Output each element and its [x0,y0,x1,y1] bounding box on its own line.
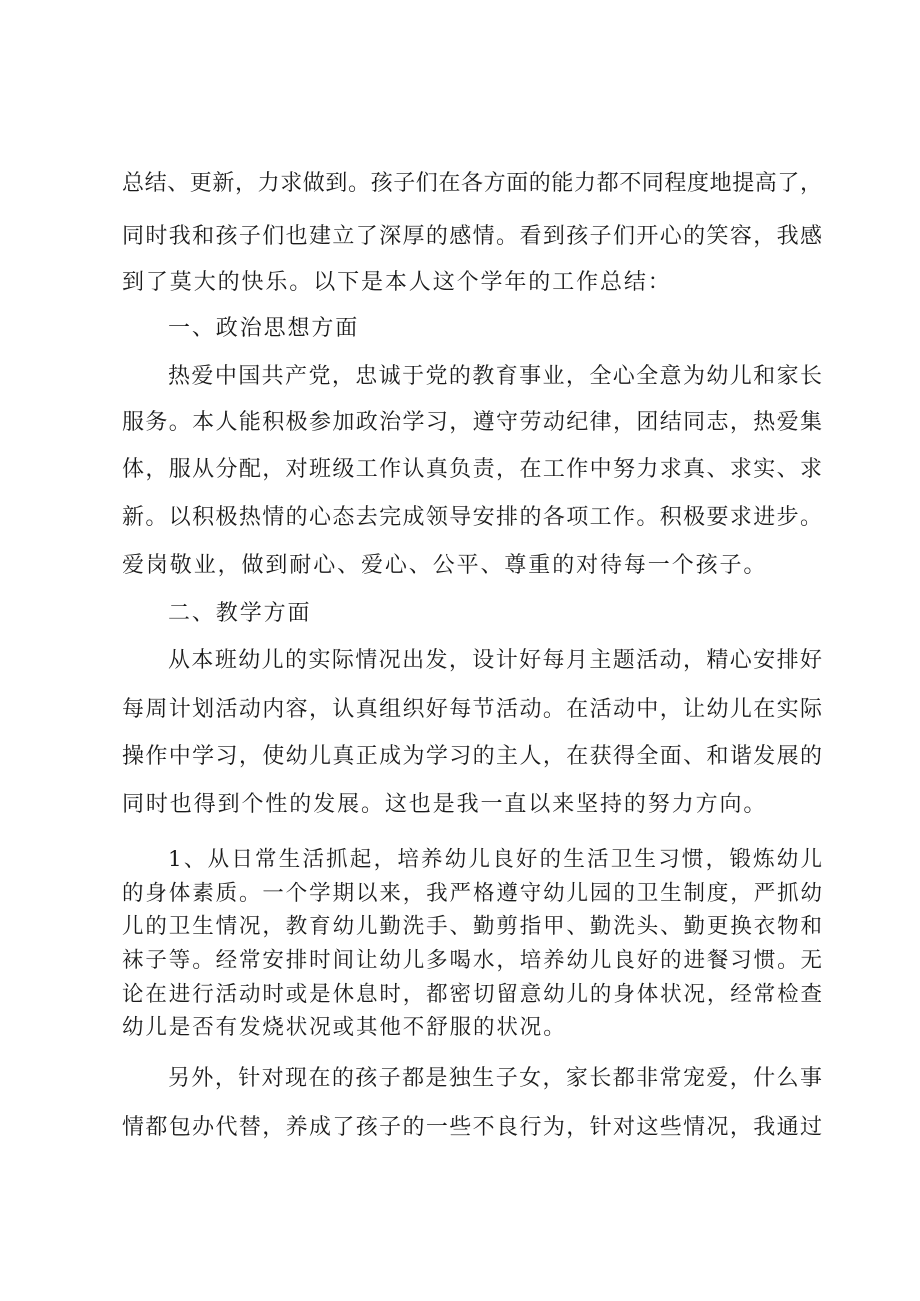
text-line: 1、从日常生活抓起，培养幼儿良好的生活卫生习惯，锻炼幼儿 [168,847,822,872]
text-line: 总结、更新，力求做到。孩子们在各方面的能力都不同程度地提高了， [122,171,822,196]
text-line: 同时也得到个性的发展。这也是我一直以来坚持的努力方向。 [122,792,768,817]
text-line: 袜子等。经常安排时间让幼儿多喝水，培养幼儿良好的进餐习惯。无 [122,948,822,973]
text-line: 服务。本人能积极参加政治学习，遵守劳动纪律，团结同志，热爱集 [122,410,822,435]
text-line: 爱岗敬业，做到耐心、爱心、公平、尊重的对待每一个孩子。 [122,553,768,578]
text-line: 从本班幼儿的实际情况出发，设计好每月主题活动，精心安排好 [168,648,822,673]
text-line: 情都包办代替，养成了孩子的一些不良行为，针对这些情况，我通过 [122,1115,822,1140]
text-line: 儿的卫生情况，教育幼儿勤洗手、勤剪指甲、勤洗头、勤更换衣物和 [122,914,822,939]
text-line: 每周计划活动内容，认真组织好每节活动。在活动中，让幼儿在实际 [122,697,822,722]
section-heading: 二、教学方面 [168,601,312,626]
text-line: 到了莫大的快乐。以下是本人这个学年的工作总结： [122,270,672,295]
text-line: 新。以积极热情的心态去完成领导安排的各项工作。积极要求进步。 [122,505,822,530]
text-line: 体，服从分配，对班级工作认真负责，在工作中努力求真、求实、求 [122,457,822,482]
text-line: 论在进行活动时或是休息时，都密切留意幼儿的身体状况，经常检查 [122,982,822,1007]
text-line: 操作中学习，使幼儿真正成为学习的主人，在获得全面、和谐发展的 [122,744,822,769]
text-line: 另外，针对现在的孩子都是独生子女，家长都非常宠爱，什么事 [168,1066,822,1091]
text-line: 同时我和孩子们也建立了深厚的感情。看到孩子们开心的笑容，我感 [122,224,822,249]
text-line: 的身体素质。一个学期以来，我严格遵守幼儿园的卫生制度，严抓幼 [122,881,822,906]
text-line: 幼儿是否有发烧状况或其他不舒服的状况。 [122,1015,567,1040]
section-heading: 一、政治思想方面 [168,316,360,341]
text-line: 热爱中国共产党，忠诚于党的教育事业，全心全意为幼儿和家长 [168,364,822,389]
